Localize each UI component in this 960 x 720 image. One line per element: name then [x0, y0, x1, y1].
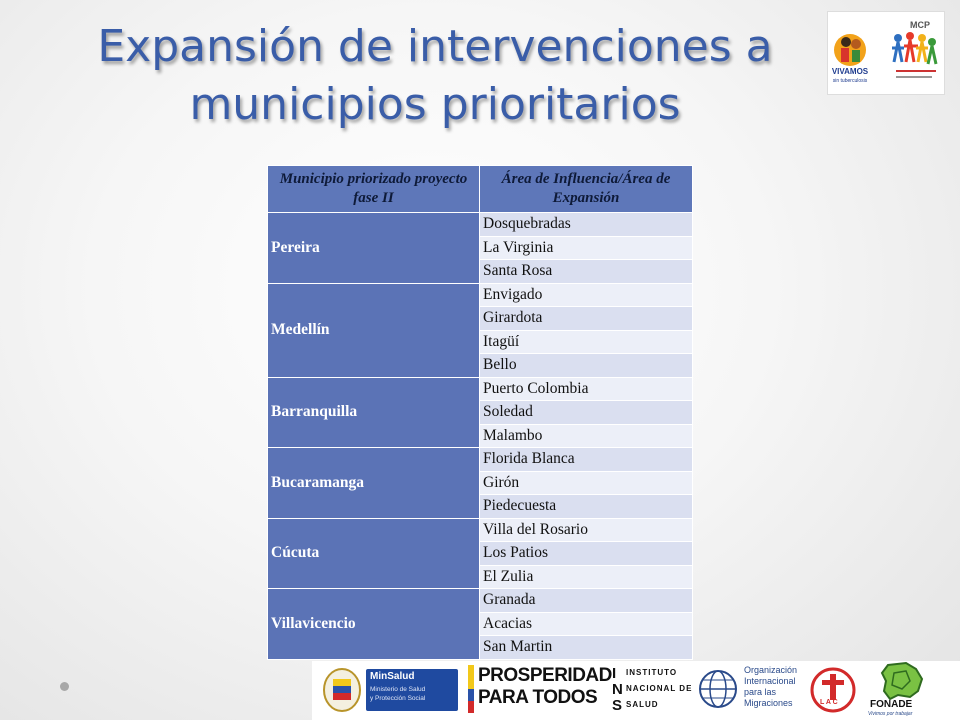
ins-initial-s: S	[612, 697, 623, 714]
oim-line3: para las	[744, 687, 777, 697]
area-cell: Piedecuesta	[480, 495, 693, 519]
fonade-logo	[868, 661, 938, 719]
header-municipio: Municipio priorizado proyecto fase II	[268, 166, 480, 213]
slide-title	[40, 18, 830, 134]
fonade-name: FONADE	[870, 699, 913, 710]
area-cell: Florida Blanca	[480, 448, 693, 472]
area-cell: Santa Rosa	[480, 260, 693, 284]
table-row	[268, 589, 693, 613]
globe-icon	[696, 667, 740, 711]
area-cell: Acacias	[480, 612, 693, 636]
colombia-shield-icon	[322, 667, 362, 713]
minsalud-sub1: Ministerio de Salud	[370, 686, 426, 693]
area-cell: Envigado	[480, 283, 693, 307]
area-cell: Soledad	[480, 401, 693, 425]
municipio-cell: Medellín	[268, 283, 480, 377]
slide-bullet-icon	[60, 682, 69, 691]
minsalud-logo	[322, 665, 462, 715]
area-cell: Bello	[480, 354, 693, 378]
prosperidad-line2: PARA TODOS	[478, 687, 598, 708]
ins-logo	[612, 663, 702, 717]
area-cell: Dosquebradas	[480, 213, 693, 237]
area-cell: San Martin	[480, 636, 693, 660]
mcp-text: MCP	[910, 20, 930, 30]
lac-letters: L A C	[820, 699, 838, 706]
area-cell: Los Patios	[480, 542, 693, 566]
ins-initial-n: N	[612, 681, 623, 698]
municipio-cell: Barranquilla	[268, 377, 480, 448]
area-cell: Malambo	[480, 424, 693, 448]
prosperidad-line1: PROSPERIDAD	[478, 665, 612, 686]
vivamos-line2: sin tuberculosis	[832, 78, 868, 84]
ins-line2: NACIONAL DE	[626, 684, 693, 693]
oim-line1: Organización	[744, 665, 798, 675]
municipios-table	[267, 165, 693, 660]
minsalud-sub2: y Protección Social	[370, 695, 426, 702]
area-cell: Itagüí	[480, 330, 693, 354]
municipio-cell: Bucaramanga	[268, 448, 480, 519]
prosperidad-logo	[468, 663, 612, 717]
municipio-cell: Pereira	[268, 213, 480, 284]
table-row	[268, 518, 693, 542]
slide-title-line1: Expansión de intervenciones a	[97, 21, 773, 72]
ins-line3: SALUD	[626, 700, 659, 709]
area-cell: Villa del Rosario	[480, 518, 693, 542]
red-cross-circle-icon	[808, 665, 858, 715]
vivamos-line1: VIVAMOS	[831, 67, 869, 76]
area-cell: Girardota	[480, 307, 693, 331]
slide-title-line2: municipios prioritarios	[189, 79, 681, 130]
minsalud-name: MinSalud	[370, 671, 415, 682]
vivamos-mcp-logo	[827, 11, 945, 95]
table-row	[268, 448, 693, 472]
lac-logo	[808, 665, 858, 715]
header-area: Área de Influencia/Área de Expansión	[480, 166, 693, 213]
fonade-tagline: Vivimos por trabajar	[868, 711, 913, 717]
table-header-row	[268, 166, 693, 213]
oim-line2: Internacional	[744, 676, 796, 686]
colombia-map-icon	[876, 661, 926, 701]
oim-line4: Migraciones	[744, 698, 793, 708]
footer-logos	[312, 661, 960, 720]
area-cell: El Zulia	[480, 565, 693, 589]
ins-initial-i: I	[612, 665, 617, 682]
table-row	[268, 377, 693, 401]
oim-logo	[696, 663, 802, 717]
municipio-cell: Villavicencio	[268, 589, 480, 660]
area-cell: Puerto Colombia	[480, 377, 693, 401]
ins-line1: INSTITUTO	[626, 668, 678, 677]
area-cell: La Virginia	[480, 236, 693, 260]
vivamos-logo-icon	[828, 12, 944, 94]
area-cell: Girón	[480, 471, 693, 495]
area-cell: Granada	[480, 589, 693, 613]
municipio-cell: Cúcuta	[268, 518, 480, 589]
table-row	[268, 213, 693, 237]
table-row	[268, 283, 693, 307]
